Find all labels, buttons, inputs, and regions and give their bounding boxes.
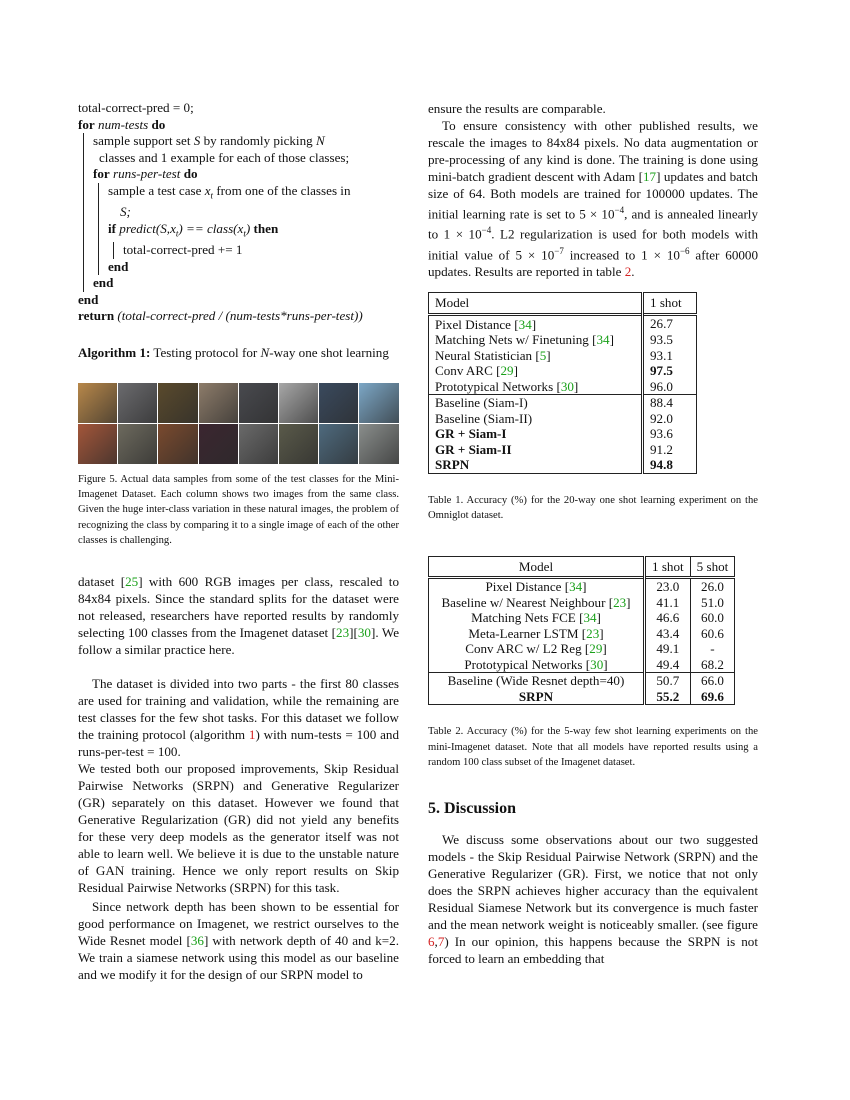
algo-line: for num-tests do xyxy=(78,116,166,132)
table-cell-model: SRPN xyxy=(429,457,643,473)
table-cell-value: 94.8 xyxy=(643,457,697,473)
figure5-image-tile xyxy=(319,424,358,464)
table-cell-5shot: 60.6 xyxy=(690,626,735,642)
table-row xyxy=(429,442,697,458)
table-cell-model: Matching Nets w/ Finetuning [34] xyxy=(429,332,643,348)
figure5-image-tile xyxy=(78,424,117,464)
table-cell-model: Conv ARC w/ L2 Reg [29] xyxy=(429,641,645,657)
table-row xyxy=(429,673,735,689)
table-row xyxy=(429,395,697,411)
figure5-caption: Figure 5. Actual data samples from some of the test classes for the Mini-Imagenet Dataset. Each column shows two images from the same class. Given the huge inter-class variation in these natural images, the problem of recognizing the class by comparing it to a single image of each of the other classes is challenging. xyxy=(78,473,399,546)
algo-block-outer xyxy=(83,133,399,292)
figure5-image-grid xyxy=(78,383,398,464)
table-row xyxy=(429,314,697,332)
algo-line: S; xyxy=(120,204,131,220)
table-header-model: Model xyxy=(429,556,645,578)
table-cell-5shot: - xyxy=(690,641,735,657)
algo-line: for runs-per-test do xyxy=(93,166,198,182)
table-row xyxy=(429,348,697,364)
table-cell-5shot: 26.0 xyxy=(690,578,735,595)
table-cell-model: Baseline (Siam-I) xyxy=(429,395,643,411)
figure5-image-tile xyxy=(279,424,318,464)
algo-line: return (total-correct-pred / (num-tests*runs-per-test)) xyxy=(78,308,363,324)
table-header-model: Model xyxy=(429,293,643,315)
figure5-image-tile xyxy=(319,383,358,423)
table1 xyxy=(428,292,697,474)
table-header-1shot: 1 shot xyxy=(643,293,697,315)
table-cell-1shot: 23.0 xyxy=(645,578,691,595)
algo-line: end xyxy=(78,291,99,307)
table-row xyxy=(429,610,735,626)
table-cell-value: 97.5 xyxy=(643,363,697,379)
table-cell-value: 91.2 xyxy=(643,442,697,458)
table-row xyxy=(429,578,735,595)
table-cell-5shot: 66.0 xyxy=(690,673,735,689)
algo-line: total-correct-pred += 1 xyxy=(123,241,243,257)
table-cell-model: Baseline (Siam-II) xyxy=(429,411,643,427)
algo-line: classes and 1 example for each of those classes; xyxy=(99,149,350,165)
table-cell-model: Neural Statistician [5] xyxy=(429,348,643,364)
table-cell-model: Baseline w/ Nearest Neighbour [23] xyxy=(429,595,645,611)
table-cell-1shot: 55.2 xyxy=(645,689,691,705)
table-row xyxy=(429,411,697,427)
table-cell-model: GR + Siam-II xyxy=(429,442,643,458)
table-cell-model: Meta-Learner LSTM [23] xyxy=(429,626,645,642)
table-cell-value: 26.7 xyxy=(643,314,697,332)
algo-line: sample support set S by randomly picking N xyxy=(93,133,325,149)
table-header-1shot: 1 shot xyxy=(645,556,691,578)
table-cell-value: 93.6 xyxy=(643,426,697,442)
figure5-image-tile xyxy=(359,383,398,423)
figure5-image-tile xyxy=(239,383,278,423)
table-cell-value: 93.1 xyxy=(643,348,697,364)
table-cell-1shot: 41.1 xyxy=(645,595,691,611)
table-cell-model: GR + Siam-I xyxy=(429,426,643,442)
algo-line: if $predict(S,x_t)$ == $class(x_t)$ then xyxy=(108,220,279,239)
table1-caption: Table 1. Accuracy (%) for the 20-way one shot learning experiment on the Omniglot dataset. xyxy=(428,494,758,521)
table-header-row xyxy=(429,293,697,315)
table-row xyxy=(429,657,735,673)
paragraph: dataset [25] with 600 RGB images per class, rescaled to 84x84 pixels. Since the standard splits for the dataset were not released, researchers have reported results by randomly selecting 100 classes from the Imagenet dataset [23][30]. We follow a similar practice here. xyxy=(78,573,400,657)
table-header-5shot: 5 shot xyxy=(690,556,735,578)
table-row xyxy=(429,689,735,705)
figure5-image-tile xyxy=(118,424,157,464)
table-cell-model: Prototypical Networks [30] xyxy=(429,379,643,395)
figure5-image-tile xyxy=(359,424,398,464)
figure5-image-tile xyxy=(199,424,238,464)
table-cell-5shot: 51.0 xyxy=(690,595,735,611)
table-cell-model: Conv ARC [29] xyxy=(429,363,643,379)
figure5-image-tile xyxy=(158,383,197,423)
right-column xyxy=(428,100,758,967)
table-row xyxy=(429,457,697,473)
section-heading: 5. Discussion xyxy=(428,800,517,818)
table-cell-5shot: 69.6 xyxy=(690,689,735,705)
table2 xyxy=(428,556,735,706)
table-cell-1shot: 46.6 xyxy=(645,610,691,626)
table-row xyxy=(429,363,697,379)
table-row xyxy=(429,595,735,611)
table-cell-model: SRPN xyxy=(429,689,645,705)
table-cell-1shot: 50.7 xyxy=(645,673,691,689)
table-cell-model: Prototypical Networks [30] xyxy=(429,657,645,673)
table-cell-5shot: 60.0 xyxy=(690,610,735,626)
table2-caption: Table 2. Accuracy (%) for the 5-way few shot learning experiments on the mini-Imagenet dataset. Note that all models have reported results using a random 100 class subset of the Imagenet dataset. xyxy=(428,726,758,768)
figure5-image-tile xyxy=(239,424,278,464)
table-row xyxy=(429,641,735,657)
algo-line: sample a test case $x_t$ from one of the classes in xyxy=(108,182,351,201)
paragraph: Since network depth has been shown to be essential for good performance on Imagenet, we restrict ourselves to the Wide Resnet model [36] with network depth of 40 and k=2. We train a siamese network using this model as our baseline and we modify it for the design of our SRPN model to xyxy=(78,898,399,982)
paragraph: We tested both our proposed improvements, Skip Residual Pairwise Networks (SRPN) and Generative Regularizer (GR) separately on this dataset. However we found that Generative Regularization (GR) did not yield any benefits for these very deep models as the generator itself was not able to learn well. We believe it is due to the unstable nature of GAN training. Hence we only report results on Skip Residual Pairwise Networks (SRPN) for this task. xyxy=(78,760,399,895)
paragraph: The dataset is divided into two parts - the first 80 classes are used for training and validation, while the remaining are test classes for the few shot tasks. For this dataset we follow the training protocol (algorithm 1) with num-tests = 100 and runs-per-test = 100. xyxy=(78,675,399,759)
table-cell-1shot: 49.4 xyxy=(645,657,691,673)
figure5-image-tile xyxy=(118,383,157,423)
figure5-image-tile xyxy=(78,383,117,423)
paragraph: We discuss some observations about our two suggested models - the Skip Residual Pairwise Network (SRPN) and the Generative Regularizer (GR). First, we notice that not only does the SRPN achieves higher accuracy than the equivalent Residual Siamese Network but its convergence is much faster and the mean network weight is noticeably smaller. (see figure 6,7) In our opinion, this happens because the SRPN is not forced to learn an embedding that xyxy=(428,832,758,967)
table-cell-value: 93.5 xyxy=(643,332,697,348)
algo-block-if xyxy=(113,242,399,259)
table-row xyxy=(429,332,697,348)
table-cell-5shot: 68.2 xyxy=(690,657,735,673)
table-cell-model: Baseline (Wide Resnet depth=40) xyxy=(429,673,645,689)
paragraph: ensure the results are comparable. xyxy=(428,101,606,116)
table-cell-value: 96.0 xyxy=(643,379,697,395)
algo-block-inner xyxy=(98,183,399,275)
figure5-image-tile xyxy=(279,383,318,423)
table-cell-model: Matching Nets FCE [34] xyxy=(429,610,645,626)
left-column xyxy=(78,100,399,983)
figure5-image-tile xyxy=(158,424,197,464)
table-cell-value: 92.0 xyxy=(643,411,697,427)
table-cell-value: 88.4 xyxy=(643,395,697,411)
algorithm-caption: Algorithm 1: Testing protocol for N-way one shot learning xyxy=(78,344,389,360)
table-cell-1shot: 49.1 xyxy=(645,641,691,657)
algo-line: total-correct-pred = 0; xyxy=(78,100,194,115)
table-cell-model: Pixel Distance [34] xyxy=(429,314,643,332)
table-row xyxy=(429,426,697,442)
table-cell-model: Pixel Distance [34] xyxy=(429,578,645,595)
figure5-image-tile xyxy=(199,383,238,423)
table-row xyxy=(429,379,697,395)
algorithm-block xyxy=(78,100,399,325)
paragraph: To ensure consistency with other published results, we rescale the images to 84x84 pixels. No data augmentation or pre-processing of any kind is done. The training is done using mini-batch gradient descent with Adam [17] updates and batch size of 64. Both models are trained for 100000 updates. The initial learning rate is set to $5 \times 10^{-4}$, and is annealed linearly to $1 \times 10^{-4}$. L2 regularization is used for both models with initial value of $5 \times 10^{-7}$ increased to $1 \times 10^{-6}$ after 60000 updates. Results are reported in table 2. xyxy=(428,118,759,280)
table-header-row xyxy=(429,556,735,578)
algo-line: end xyxy=(108,258,129,274)
table-cell-1shot: 43.4 xyxy=(645,626,691,642)
algo-line: end xyxy=(93,275,114,291)
table-row xyxy=(429,626,735,642)
